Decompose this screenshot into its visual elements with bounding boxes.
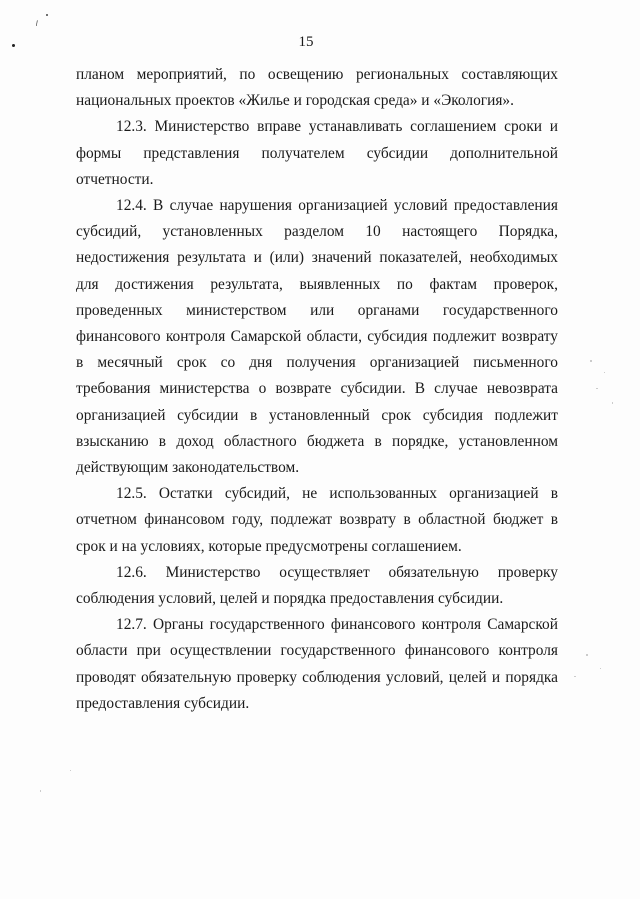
scan-noise — [604, 372, 605, 373]
paragraph-12-3: 12.3. Министерство вправе устанавливать соглашением сроки и формы представления получателем субсидии дополнительной отчетности. — [76, 118, 558, 188]
paragraph-continuation: планом мероприятий, по освещению региональных составляющих национальных проектов «Жилье и городская среда» и «Экология». — [76, 66, 558, 110]
page-number: 15 — [298, 34, 314, 50]
scan-artifact-mark: ⸝ — [28, 13, 42, 29]
scan-noise — [612, 402, 613, 404]
paragraph-12-7: 12.7. Органы государственного финансового контроля Самарской области при осуществлении государственного финансового контроля проводят обязательную проверку соблюдения условий, целей и порядка предоставления субсидии. — [76, 616, 558, 712]
scan-noise — [574, 676, 576, 677]
scan-noise — [70, 770, 71, 771]
scan-noise — [590, 360, 592, 362]
paragraph-12-6: 12.6. Министерство осуществляет обязательную проверку соблюдения условий, целей и порядка предоставления субсидии. — [76, 563, 558, 608]
paragraph-12-4: 12.4. В случае нарушения организацией условий предоставления субсидий, установленных разделом 10 настоящего Порядка, недостижения результата и (или) значений показателей, необходимых для достижения результата, выявленных по фактам проверок, проведенных министерством или органами государственного финансового контроля Самарской области, субсидия подлежит возврату в месячный срок со дня получения организацией письменного требования министерства о возврате субсидии. В случае невозврата организацией субсидии в установленный срок субсидия подлежит взысканию в доход областного бюджета в порядке, установленном действующим законодательством. — [76, 197, 558, 477]
scan-noise — [596, 388, 598, 389]
scan-noise — [600, 668, 601, 669]
scan-noise — [40, 790, 41, 792]
paragraph-12-5: 12.5. Остатки субсидий, не использованных организацией в отчетном финансовом году, подлежат возврату в областной бюджет в срок и на условиях, которые предусмотрены соглашением. — [76, 485, 558, 555]
scan-noise — [586, 654, 588, 656]
scan-artifact-dot — [46, 14, 48, 16]
document-body — [76, 62, 558, 717]
